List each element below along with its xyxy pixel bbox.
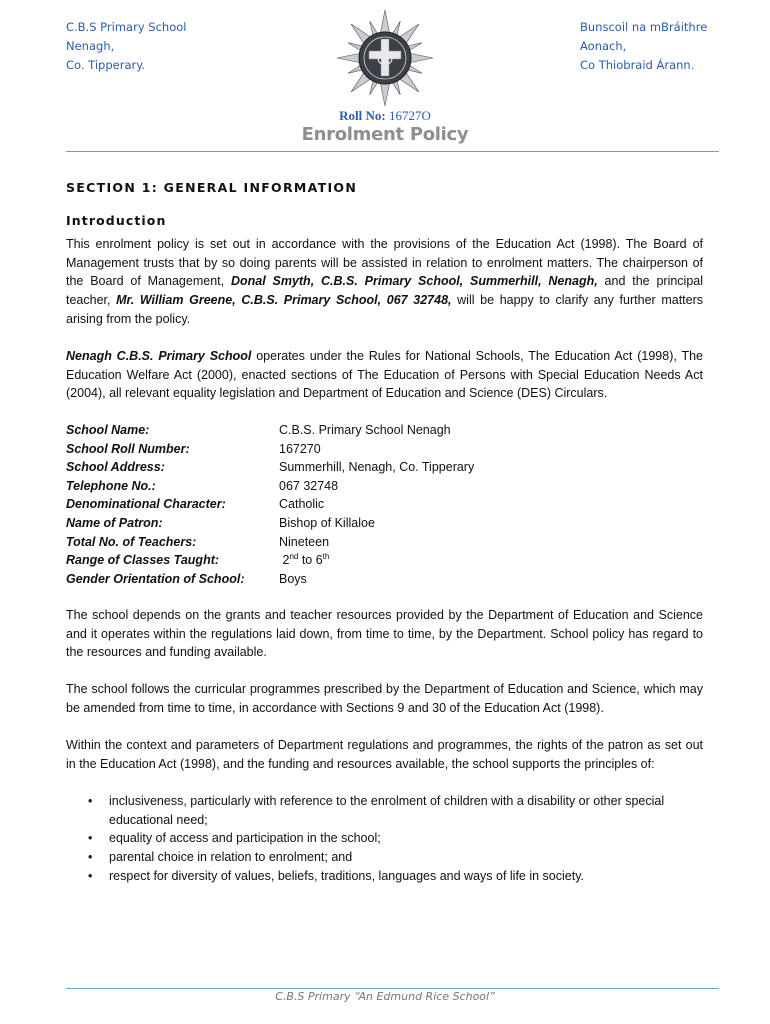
list-item-text: respect for diversity of values, beliefs, traditions, languages and ways of life in society. [109,868,585,883]
school-address-english [66,18,186,75]
info-value: Boys [279,571,307,586]
ordinal-suffix: th [322,552,330,561]
bullet-icon: • [88,794,93,808]
text-run: operates under the Rules for National Schools, The Education Act (1998), The Education Welfare Act (2000), enacted sections of The Education of Persons with Special Education Needs Act (2004), all relevant equality legislation and Department of Education and Science (DES) Circulars. [66,349,703,401]
address-line: Bunscoil na mBráithre [580,20,708,34]
info-value: 067 32748 [279,478,339,493]
info-row [66,477,474,496]
introduction-heading: Introduction [66,213,167,228]
info-value [279,551,329,570]
bullet-icon: • [88,850,93,865]
school-crest-icon [336,8,434,108]
principles-paragraph: Within the context and parameters of Department regulations and programmes, the rights of the patron as set out in the Education Act (1998), and the funding and resources available, the school supports the principles of: [66,738,703,771]
info-row [66,533,474,552]
chairperson-name: Donal Smyth, C.B.S. Primary School, Summerhill, Nenagh, [230,274,598,289]
bullet-icon: • [88,831,93,846]
info-label: Total No. of Teachers: [66,534,197,549]
list-item-text: inclusiveness, particularly with reference to the enrolment of children with a disability or other special educational need; [109,794,665,827]
list-item-text: parental choice in relation to enrolment; and [109,850,353,865]
principles-list [66,792,703,886]
footer-divider [66,988,719,989]
info-label: Gender Orientation of School: [66,571,245,586]
header-divider [66,151,719,152]
info-row [66,440,474,459]
info-label: Name of Patron: [66,515,163,530]
principal-name: Mr. William Greene, C.B.S. Primary School, 067 32748, [116,293,452,308]
address-line: C.B.S Primary School [66,20,187,34]
text-run: This enrolment policy is set out in accordance with the provisions of the Education Act (1998). The Board of Management trusts that by so doing parents will be assisted in relation to enrolment matters. The chairperson of the Board of Management, [66,237,703,289]
info-value: Catholic [279,497,325,512]
school-address-irish [580,18,707,75]
roll-label: Roll No: [339,108,386,123]
text-run: will be happy to clarify any further matters arising from the policy. [66,293,703,326]
info-label: Range of Classes Taught: [66,553,220,568]
info-label: Denominational Character: [66,497,226,512]
list-item [66,829,703,848]
bullet-icon: • [88,868,93,883]
info-row [66,514,474,533]
page-title: Enrolment Policy [301,124,469,145]
info-label: Telephone No.: [66,478,156,493]
address-line: Nenagh, [66,39,115,53]
school-info-list [66,421,474,588]
info-row [66,458,474,477]
info-row [66,495,474,514]
info-value: Bishop of Killaloe [279,515,375,530]
info-row [66,421,474,440]
info-value: 167270 [279,441,321,456]
info-label: School Roll Number: [66,441,190,456]
info-row [66,570,474,589]
introduction-paragraph [66,235,703,329]
class-range-start: 2 [282,553,290,568]
legislation-paragraph [66,347,703,403]
address-line: Co. Tipperary. [66,58,146,72]
info-label: School Name: [66,423,150,437]
resources-paragraph: The school depends on the grants and teacher resources provided by the Department of Education and Science and it operates within the regulations laid down, from time to time, by the Department. School policy has regard to the resources and funding available. [66,608,703,660]
info-value: Summerhill, Nenagh, Co. Tipperary [279,460,475,475]
list-item [66,792,703,829]
list-item-text: equality of access and participation in the school; [109,831,381,846]
info-value: Nineteen [279,534,330,549]
school-name-emphasis: Nenagh C.B.S. Primary School [66,349,252,363]
list-item [66,867,703,886]
list-item [66,848,703,867]
section-heading: SECTION 1: GENERAL INFORMATION [66,180,358,195]
text-run: and the principal teacher, [66,274,704,308]
curriculum-paragraph: The school follows the curricular programmes prescribed by the Department of Education and Science, which may be amended from time to time, in accordance with Sections 9 and 30 of the Education Act (1998). [66,682,703,715]
ordinal-suffix: nd [289,552,299,561]
page-footer: C.B.S Primary “An Edmund Rice School” [275,990,495,1003]
class-range-end: to 6 [298,553,323,568]
info-label: School Address: [66,460,165,475]
info-row [66,551,474,570]
info-value: C.B.S. Primary School Nenagh [279,423,451,437]
roll-number [0,108,770,124]
address-line: Aonach, [580,39,627,53]
roll-value: 16727O [388,108,431,123]
address-line: Co Thiobraid Árann. [580,58,695,72]
